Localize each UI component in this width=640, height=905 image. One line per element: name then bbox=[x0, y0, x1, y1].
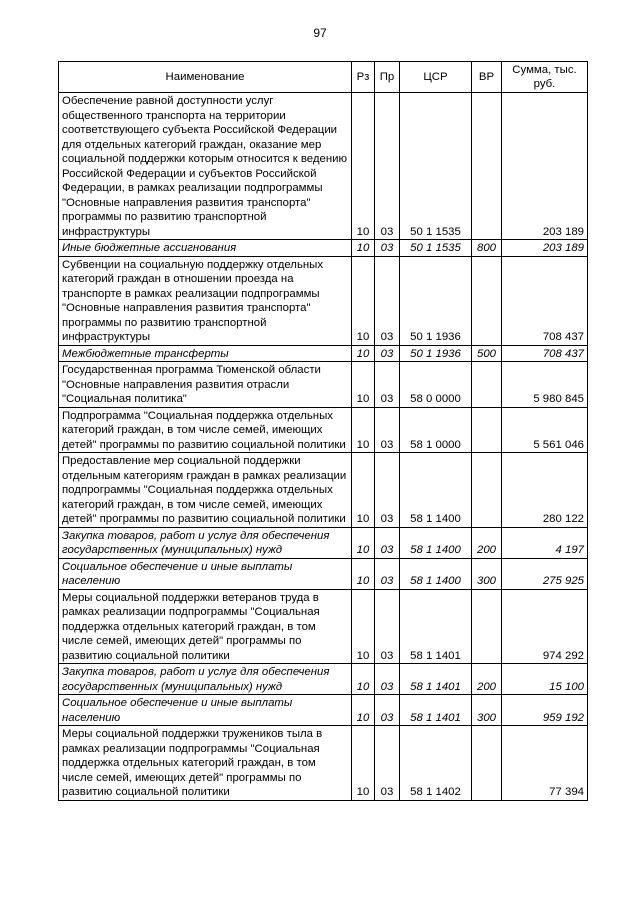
column-header-sum: Сумма, тыс. руб. bbox=[502, 62, 588, 93]
row-csr: 58 1 0000 bbox=[400, 407, 472, 453]
row-vr bbox=[472, 407, 502, 453]
table-row bbox=[59, 664, 588, 695]
table-row bbox=[59, 726, 588, 801]
row-rz: 10 bbox=[352, 453, 375, 528]
row-rz: 10 bbox=[352, 726, 375, 801]
row-csr: 58 0 0000 bbox=[400, 362, 472, 408]
row-sum: 959 192 bbox=[502, 695, 588, 726]
row-sum: 203 189 bbox=[502, 240, 588, 257]
row-sum: 5 561 046 bbox=[502, 407, 588, 453]
row-name: Субвенции на социальную поддержку отдельных категорий граждан в отношении проезда на транспорте в рамках реализации подпрограммы "Основные направления развития транспорта" программы по развитию транспортной инфраструктуры bbox=[59, 256, 352, 345]
row-csr: 58 1 1400 bbox=[400, 453, 472, 528]
table-row bbox=[59, 407, 588, 453]
row-sum: 974 292 bbox=[502, 589, 588, 664]
row-pr: 03 bbox=[375, 589, 400, 664]
row-name: Социальное обеспечение и иные выплаты населению bbox=[59, 558, 352, 589]
column-header-csr: ЦСР bbox=[400, 62, 472, 93]
row-rz: 10 bbox=[352, 256, 375, 345]
row-pr: 03 bbox=[375, 362, 400, 408]
column-header-rz: Рз bbox=[352, 62, 375, 93]
row-vr: 300 bbox=[472, 558, 502, 589]
row-name: Государственная программа Тюменской области "Основные направления развития отрасли "Социальная политика" bbox=[59, 362, 352, 408]
row-pr: 03 bbox=[375, 345, 400, 362]
row-pr: 03 bbox=[375, 558, 400, 589]
table-row bbox=[59, 453, 588, 528]
row-name: Закупка товаров, работ и услуг для обеспечения государственных (муниципальных) нужд bbox=[59, 664, 352, 695]
row-vr bbox=[472, 589, 502, 664]
row-sum: 203 189 bbox=[502, 93, 588, 240]
row-sum: 275 925 bbox=[502, 558, 588, 589]
row-pr: 03 bbox=[375, 527, 400, 558]
row-name: Обеспечение равной доступности услуг общественного транспорта на территории соответствующего субъекта Российской Федерации для отдельных категорий граждан, оказание мер социальной поддержки которым относится к ведению Российской Федерации и субъектов Российской Федерации, в рамках реализации подпрограммы "Основные направления развития транспорта" программы по развитию транспортной инфраструктуры bbox=[59, 93, 352, 240]
row-rz: 10 bbox=[352, 589, 375, 664]
table-row bbox=[59, 93, 588, 240]
row-vr: 200 bbox=[472, 527, 502, 558]
table-row bbox=[59, 695, 588, 726]
table-header-row bbox=[59, 62, 588, 93]
row-rz: 10 bbox=[352, 240, 375, 257]
column-header-name: Наименование bbox=[59, 62, 352, 93]
row-name: Закупка товаров, работ и услуг для обеспечения государственных (муниципальных) нужд bbox=[59, 527, 352, 558]
row-rz: 10 bbox=[352, 558, 375, 589]
row-vr: 800 bbox=[472, 240, 502, 257]
row-vr bbox=[472, 93, 502, 240]
table-row bbox=[59, 362, 588, 408]
row-name: Меры социальной поддержки ветеранов труда в рамках реализации подпрограммы "Социальная поддержка отдельных категорий граждан, в том числе семей, имеющих детей" программы по развитию социальной политики bbox=[59, 589, 352, 664]
row-pr: 03 bbox=[375, 240, 400, 257]
row-sum: 15 100 bbox=[502, 664, 588, 695]
row-vr bbox=[472, 453, 502, 528]
page-number: 97 bbox=[313, 26, 327, 40]
table-row bbox=[59, 345, 588, 362]
row-pr: 03 bbox=[375, 93, 400, 240]
row-csr: 58 1 1402 bbox=[400, 726, 472, 801]
row-name: Иные бюджетные ассигнования bbox=[59, 240, 352, 257]
row-csr: 58 1 1401 bbox=[400, 695, 472, 726]
table-row bbox=[59, 240, 588, 257]
row-name: Межбюджетные трансферты bbox=[59, 345, 352, 362]
row-csr: 50 1 1535 bbox=[400, 240, 472, 257]
row-pr: 03 bbox=[375, 664, 400, 695]
row-rz: 10 bbox=[352, 527, 375, 558]
row-vr bbox=[472, 256, 502, 345]
row-vr bbox=[472, 362, 502, 408]
row-name: Социальное обеспечение и иные выплаты населению bbox=[59, 695, 352, 726]
budget-table bbox=[58, 61, 588, 801]
row-pr: 03 bbox=[375, 256, 400, 345]
row-sum: 5 980 845 bbox=[502, 362, 588, 408]
row-csr: 50 1 1535 bbox=[400, 93, 472, 240]
row-vr bbox=[472, 726, 502, 801]
row-rz: 10 bbox=[352, 407, 375, 453]
row-vr: 500 bbox=[472, 345, 502, 362]
row-pr: 03 bbox=[375, 695, 400, 726]
row-rz: 10 bbox=[352, 345, 375, 362]
row-sum: 708 437 bbox=[502, 345, 588, 362]
column-header-vr: ВР bbox=[472, 62, 502, 93]
column-header-pr: Пр bbox=[375, 62, 400, 93]
row-csr: 58 1 1401 bbox=[400, 589, 472, 664]
row-name: Подпрограмма "Социальная поддержка отдельных категорий граждан, в том числе семей, имеющих детей" программы по развитию социальной политики bbox=[59, 407, 352, 453]
row-sum: 77 394 bbox=[502, 726, 588, 801]
row-rz: 10 bbox=[352, 362, 375, 408]
row-sum: 280 122 bbox=[502, 453, 588, 528]
table-row bbox=[59, 256, 588, 345]
table-row bbox=[59, 527, 588, 558]
table-row bbox=[59, 589, 588, 664]
row-csr: 50 1 1936 bbox=[400, 345, 472, 362]
row-rz: 10 bbox=[352, 93, 375, 240]
row-pr: 03 bbox=[375, 453, 400, 528]
row-csr: 58 1 1400 bbox=[400, 558, 472, 589]
row-name: Меры социальной поддержки тружеников тыла в рамках реализации подпрограммы "Социальная поддержка отдельных категорий граждан, в том числе семей, имеющих детей" программы по развитию социальной политики bbox=[59, 726, 352, 801]
row-pr: 03 bbox=[375, 407, 400, 453]
row-rz: 10 bbox=[352, 695, 375, 726]
row-name: Предоставление мер социальной поддержки отдельным категориям граждан в рамках реализации подпрограммы "Социальная поддержка отдельных категорий граждан, в том числе семей, имеющих детей" программы по развитию социальной политики bbox=[59, 453, 352, 528]
row-vr: 200 bbox=[472, 664, 502, 695]
row-csr: 50 1 1936 bbox=[400, 256, 472, 345]
row-vr: 300 bbox=[472, 695, 502, 726]
row-sum: 4 197 bbox=[502, 527, 588, 558]
table-row bbox=[59, 558, 588, 589]
row-sum: 708 437 bbox=[502, 256, 588, 345]
row-pr: 03 bbox=[375, 726, 400, 801]
row-csr: 58 1 1401 bbox=[400, 664, 472, 695]
row-csr: 58 1 1400 bbox=[400, 527, 472, 558]
row-rz: 10 bbox=[352, 664, 375, 695]
